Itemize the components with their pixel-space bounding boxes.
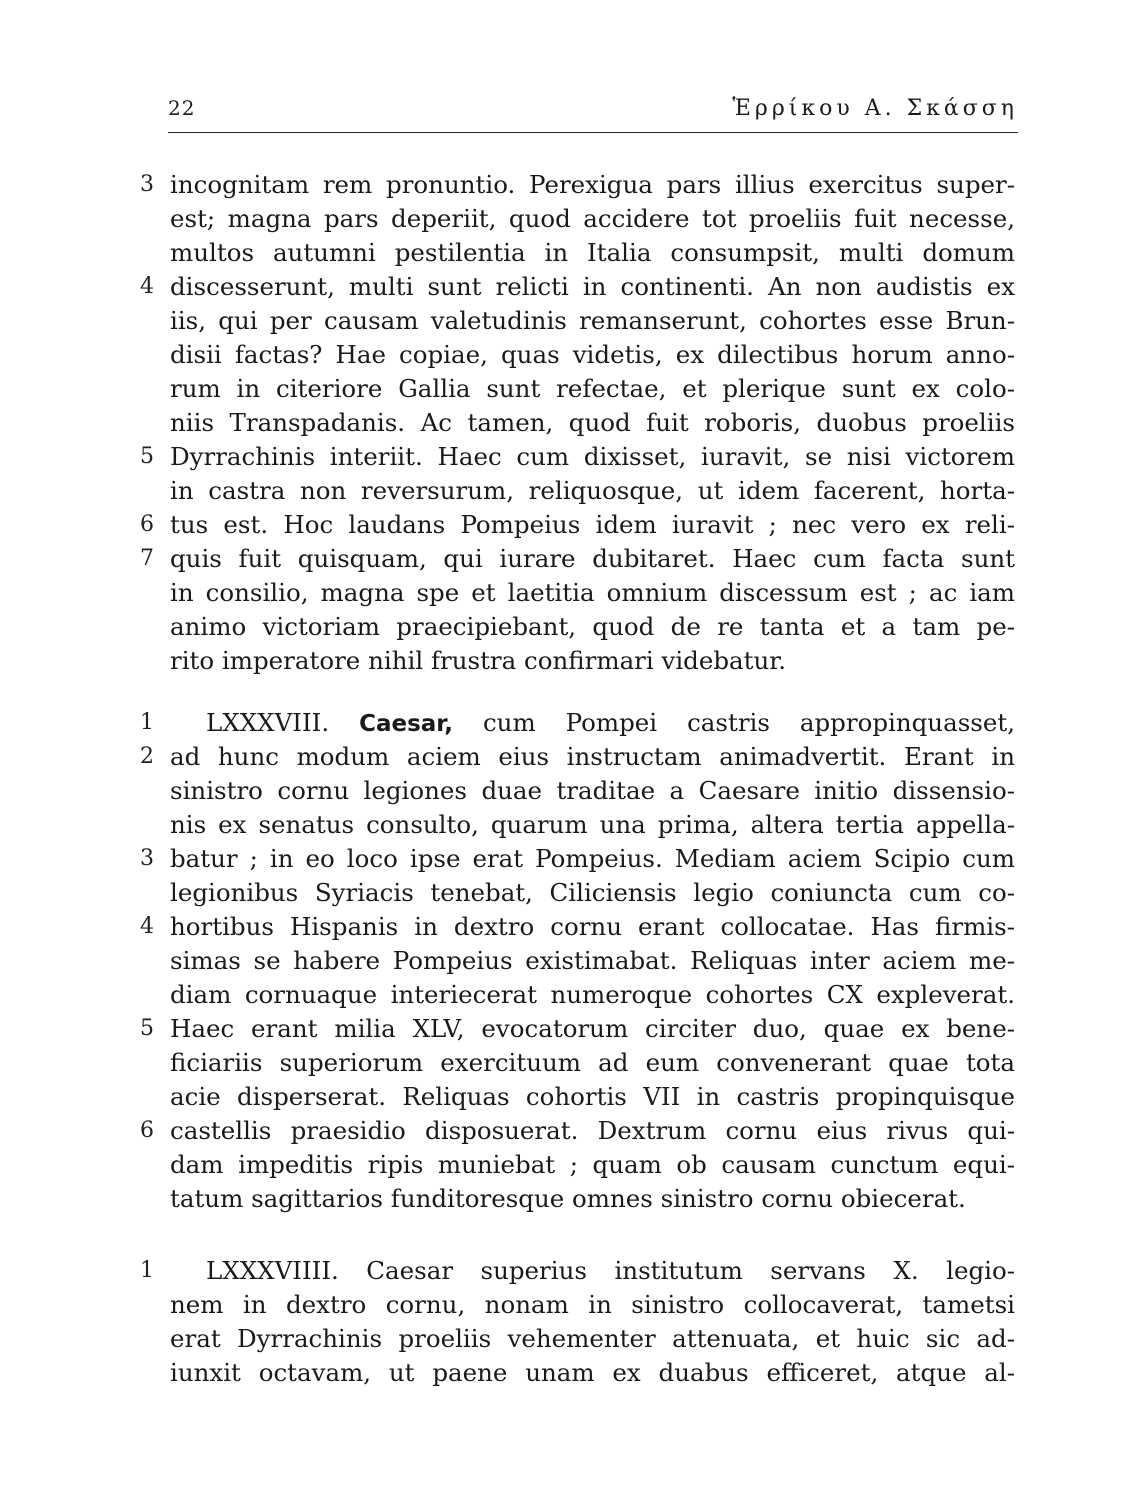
section-number: 4 (140, 274, 154, 299)
line-text: Haec erant milia XLV, evocatorum circiter duo, quae ex bene- (170, 1014, 1015, 1043)
text-line (140, 740, 1040, 774)
text-line (140, 944, 1040, 978)
line-text: est; magna pars deperiit, quod accidere tot proeliis fuit necesse, (170, 204, 1015, 233)
line-text: iunxit octavam, ut paene unam ex duabus efficeret, atque al- (170, 1358, 1015, 1387)
line-text: nis ex senatus consulto, quarum una prima, altera tertia appella- (170, 810, 1015, 839)
line-text: nem in dextro cornu, nonam in sinistro collocaverat, tametsi (170, 1290, 1015, 1319)
text-line (140, 842, 1040, 876)
section-number: 5 (140, 1016, 154, 1041)
chapter-keyword: Caesar, (359, 711, 453, 737)
section-number: 1 (140, 1258, 154, 1283)
line-text: rum in citeriore Gallia sunt refectae, et plerique sunt ex colo- (170, 374, 1015, 403)
chapter-88 (140, 706, 1040, 1216)
line-text: in consilio, magna spe et laetitia omnium discessum est ; ac iam (170, 578, 1015, 607)
line-text: Dyrrachinis interiit. Haec cum dixisset, iuravit, se nisi victorem (170, 442, 1015, 471)
section-number: 6 (140, 1118, 154, 1143)
text-line (140, 1080, 1040, 1114)
line-text: disii factas? Hae copiae, quas videtis, ex dilectibus horum anno- (170, 340, 1015, 369)
line-text (170, 706, 1015, 740)
page-header (168, 96, 1018, 136)
text-line (140, 168, 1040, 202)
chapter-numeral: LXXXVIII. (206, 708, 330, 737)
line-text: LXXXVIIII. Caesar superius institutum servans X. legio- (206, 1256, 1015, 1285)
text-line (140, 1322, 1040, 1356)
running-title: Ἑρρίκου Α. Σκάσση (732, 96, 1018, 121)
text-line (140, 1356, 1040, 1390)
line-text: dam impeditis ripis muniebat ; quam ob causam cunctum equi- (170, 1150, 1015, 1179)
text-line (140, 610, 1040, 644)
text-line (140, 508, 1040, 542)
line-text: quis fuit quisquam, qui iurare dubitaret. Haec cum facta sunt (170, 544, 1015, 573)
line-text: animo victoriam praecipiebant, quod de re tanta et a tam pe- (170, 612, 1015, 641)
text-line (140, 774, 1040, 808)
line-rest: cum Pompei castris appropinquasset, (482, 708, 1015, 737)
line-text: legionibus Syriacis tenebat, Ciliciensis legio coniuncta cum co- (170, 878, 1015, 907)
text-line (140, 202, 1040, 236)
text-line (140, 474, 1040, 508)
text-line (140, 1012, 1040, 1046)
chapter-89 (140, 1254, 1040, 1390)
text-line (140, 1254, 1040, 1288)
text-line (140, 644, 1040, 678)
line-text: hortibus Hispanis in dextro cornu erant collocatae. Has firmis- (170, 912, 1015, 941)
text-line (140, 1046, 1040, 1080)
text-line (140, 440, 1040, 474)
page-number: 22 (168, 96, 196, 120)
line-text: incognitam rem pronuntio. Perexigua pars illius exercitus super- (170, 170, 1015, 199)
section-number: 5 (140, 444, 154, 469)
text-line (140, 304, 1040, 338)
line-text: batur ; in eo loco ipse erat Pompeius. Mediam aciem Scipio cum (170, 844, 1015, 873)
line-text: in castra non reversurum, reliquosque, ut idem facerent, horta- (170, 476, 1015, 505)
text-line (140, 978, 1040, 1012)
section-number: 2 (140, 744, 154, 769)
text-line (140, 876, 1040, 910)
line-text: rito imperatore nihil frustra confirmari videbatur. (170, 646, 787, 675)
line-text: niis Transpadanis. Ac tamen, quod fuit roboris, duobus proeliis (170, 408, 1015, 437)
section-number: 3 (140, 172, 154, 197)
text-line (140, 576, 1040, 610)
section-number: 1 (140, 710, 154, 735)
text-line (140, 338, 1040, 372)
section-number: 6 (140, 512, 154, 537)
line-text: ad hunc modum aciem eius instructam animadvertit. Erant in (170, 742, 1015, 771)
text-line (140, 270, 1040, 304)
header-rule (168, 132, 1018, 133)
line-text: tus est. Hoc laudans Pompeius idem iuravit ; nec vero ex reli- (170, 510, 1015, 539)
text-line (140, 706, 1040, 740)
line-text: simas se habere Pompeius existimabat. Reliquas inter aciem me- (170, 946, 1015, 975)
text-line (140, 808, 1040, 842)
line-text: iis, qui per causam valetudinis remanserunt, cohortes esse Brun- (170, 306, 1015, 335)
text-line (140, 372, 1040, 406)
text-line (140, 910, 1040, 944)
text-line (140, 1114, 1040, 1148)
line-text: diam cornuaque interiecerat numeroque cohortes CX expleverat. (170, 980, 1015, 1009)
line-text: erat Dyrrachinis proeliis vehementer attenuata, et huic sic ad- (170, 1324, 1015, 1353)
text-line (140, 1288, 1040, 1322)
line-text: acie disperserat. Reliquas cohortis VII in castris propinquisque (170, 1082, 1015, 1111)
line-text: multos autumni pestilentia in Italia consumpsit, multi domum (170, 238, 1015, 267)
text-line (140, 406, 1040, 440)
section-number: 4 (140, 914, 154, 939)
line-text: sinistro cornu legiones duae traditae a Caesare initio dissensio- (170, 776, 1015, 805)
text-line (140, 236, 1040, 270)
line-text: tatum sagittarios funditoresque omnes sinistro cornu obiecerat. (170, 1184, 966, 1213)
text-line (140, 1182, 1040, 1216)
text-line (140, 542, 1040, 576)
chapter-87-continuation (140, 168, 1040, 678)
line-text: discesserunt, multi sunt relicti in continenti. An non audistis ex (170, 272, 1015, 301)
text-line (140, 1148, 1040, 1182)
line-text: ficiariis superiorum exercituum ad eum convenerant quae tota (170, 1048, 1015, 1077)
section-number: 7 (140, 546, 154, 571)
section-number: 3 (140, 846, 154, 871)
line-text: castellis praesidio disposuerat. Dextrum cornu eius rivus qui- (170, 1116, 1015, 1145)
